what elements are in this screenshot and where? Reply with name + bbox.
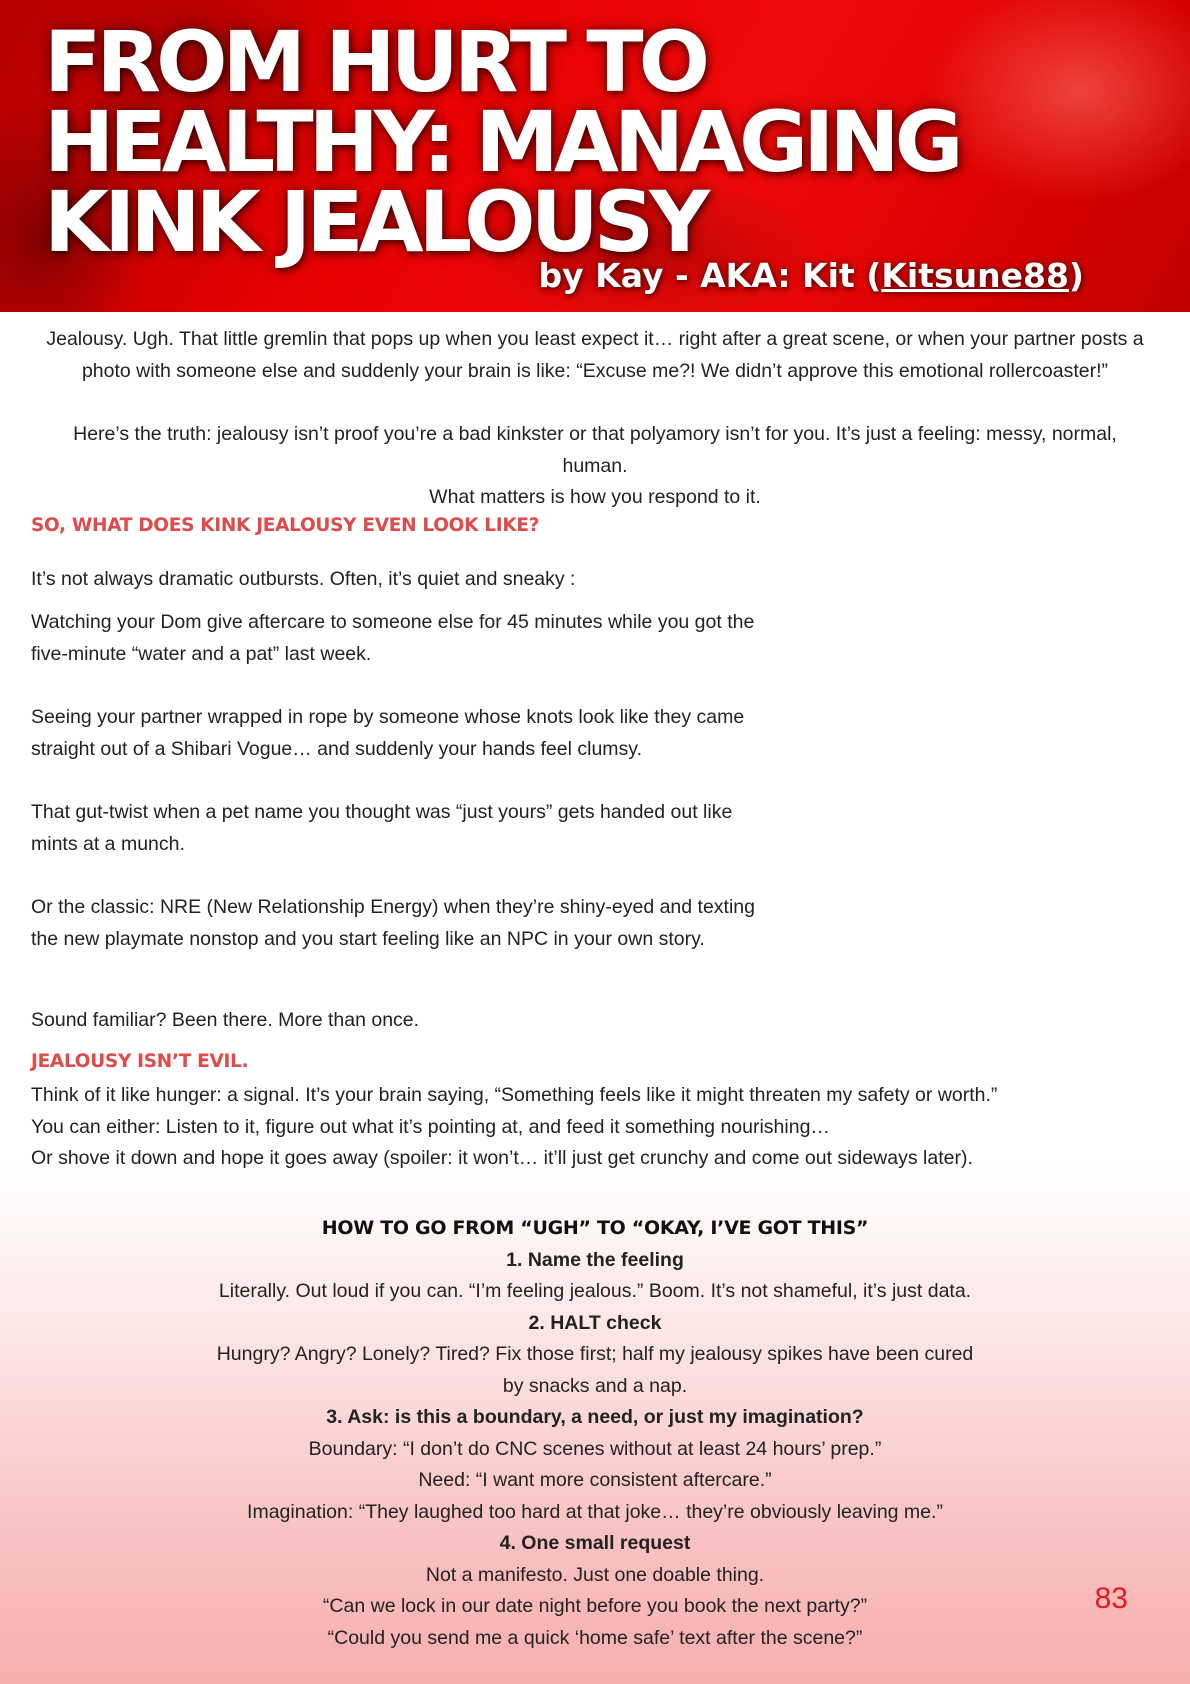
- title-line: HEALTHY: MANAGING: [44, 93, 959, 191]
- step-line: Not a manifesto. Just one doable thing.: [425, 1563, 765, 1586]
- step-title: 4. One small request: [499, 1532, 691, 1554]
- step-line: “Can we lock in our date night before you book the next party?”: [322, 1595, 868, 1617]
- how-to-title: HOW TO GO FROM “UGH” TO “OKAY, I’VE GOT THIS”: [321, 1217, 869, 1239]
- text-line: Jealousy. Ugh. That little gremlin that pops up when you least expect it… right after a great scene, or when your partner posts a: [46, 328, 1144, 350]
- step-line: Imagination: “They laughed too hard at that joke… they’re obviously leaving me.”: [247, 1500, 943, 1523]
- author-handle-link[interactable]: Kitsune88: [881, 256, 1069, 295]
- step-line: Boundary: “I don’t do CNC scenes without at least 24 hours’ prep.”: [308, 1437, 882, 1460]
- text-line: Seeing your partner wrapped in rope by someone whose knots look like they came: [31, 706, 745, 728]
- text-line: Here’s the truth: jealousy isn’t proof you’re a bad kinkster or that polyamory isn’t for you. It’s just a feeling: messy, normal, human.: [73, 423, 1117, 477]
- title-line: FROM HURT TO: [44, 13, 705, 111]
- example-paragraph: [31, 892, 755, 955]
- example-paragraph: [31, 607, 754, 670]
- step-line: Hungry? Angry? Lonely? Tired? Fix those first; half my jealousy spikes have been cured: [216, 1343, 974, 1365]
- text-line: the new playmate nonstop and you start feeling like an NPC in your own story.: [31, 927, 705, 950]
- page-number: 83: [1094, 1582, 1128, 1615]
- header-banner: [0, 0, 1190, 312]
- how-to-section: [80, 1213, 1110, 1654]
- intro-paragraph-2: [40, 419, 1150, 514]
- step-line: Need: “I want more consistent aftercare.”: [418, 1469, 772, 1491]
- text-line: Or shove it down and hope it goes away (spoiler: it won’t… it’ll just get crunchy and come out sideways later).: [31, 1147, 973, 1169]
- step-title: 1. Name the feeling: [506, 1248, 684, 1271]
- title-line: KINK JEALOUSY: [44, 173, 706, 271]
- byline-suffix: ): [1068, 256, 1084, 295]
- section-lead: It’s not always dramatic outbursts. Often, it’s quiet and sneaky :: [31, 567, 576, 590]
- text-line: What matters is how you respond to it.: [429, 486, 761, 508]
- example-paragraph: [31, 797, 732, 860]
- step-title: 3. Ask: is this a boundary, a need, or just my imagination?: [326, 1406, 864, 1428]
- section-body: [31, 1080, 997, 1175]
- section-heading: JEALOUSY ISN’T EVIL.: [31, 1051, 249, 1072]
- section-closing: Sound familiar? Been there. More than once.: [31, 1008, 420, 1031]
- step-line: “Could you send me a quick ‘home safe’ text after the scene?”: [327, 1626, 863, 1649]
- section-heading: SO, WHAT DOES KINK JEALOUSY EVEN LOOK LIKE?: [31, 515, 540, 536]
- text-line: Think of it like hunger: a signal. It’s your brain saying, “Something feels like it might threaten my safety or worth.”: [31, 1084, 998, 1106]
- text-line: You can either: Listen to it, figure out what it’s pointing at, and feed it something nourishing…: [31, 1115, 830, 1138]
- author-byline: [539, 256, 1085, 295]
- text-line: mints at a munch.: [31, 832, 185, 855]
- step-title: 2. HALT check: [528, 1311, 662, 1334]
- intro-paragraph-1: [40, 324, 1150, 387]
- example-paragraph: [31, 702, 744, 765]
- text-line: five-minute “water and a pat” last week.: [31, 642, 372, 665]
- step-line: Literally. Out loud if you can. “I’m feeling jealous.” Boom. It’s not shameful, it’s just data.: [218, 1280, 972, 1302]
- text-line: straight out of a Shibari Vogue… and suddenly your hands feel clumsy.: [31, 737, 643, 760]
- text-line: photo with someone else and suddenly your brain is like: “Excuse me?! We didn’t approve this emotional rollercoaster!”: [81, 359, 1109, 382]
- text-line: Or the classic: NRE (New Relationship Energy) when they’re shiny-eyed and texting: [31, 896, 755, 918]
- article-title: [44, 13, 959, 271]
- text-line: Watching your Dom give aftercare to someone else for 45 minutes while you got the: [31, 611, 755, 633]
- step-line: by snacks and a nap.: [502, 1374, 688, 1397]
- byline-prefix: by Kay - AKA: Kit (: [538, 256, 882, 295]
- text-line: That gut-twist when a pet name you thought was “just yours” gets handed out like: [31, 801, 733, 823]
